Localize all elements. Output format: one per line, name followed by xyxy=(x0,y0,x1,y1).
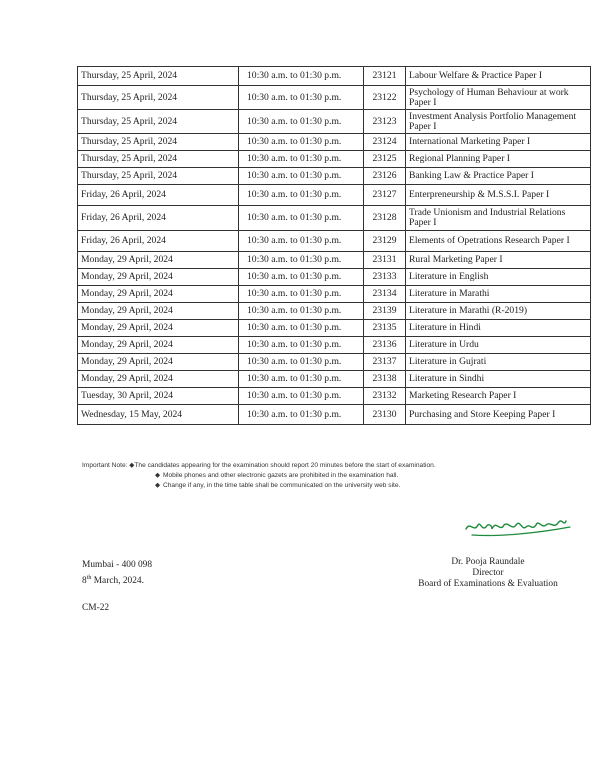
table-row xyxy=(78,206,591,231)
table-row xyxy=(78,168,591,185)
exam-date-cell: Monday, 29 April, 2024 xyxy=(78,371,239,388)
note-label: Important Note: xyxy=(82,462,128,469)
paper-code-cell: 23129 xyxy=(364,231,406,252)
subject-cell: Literature in Urdu xyxy=(406,337,591,354)
subject-cell: Literature in Marathi (R-2019) xyxy=(406,303,591,320)
exam-date-cell: Friday, 26 April, 2024 xyxy=(78,231,239,252)
exam-time-cell: 10:30 a.m. to 01:30 p.m. xyxy=(239,286,364,303)
paper-code-cell: 23122 xyxy=(364,86,406,110)
paper-code-cell: 23132 xyxy=(364,388,406,405)
exam-date-cell: Thursday, 25 April, 2024 xyxy=(78,110,239,134)
exam-time-cell: 10:30 a.m. to 01:30 p.m. xyxy=(239,67,364,86)
exam-date-cell: Friday, 26 April, 2024 xyxy=(78,206,239,231)
exam-time-cell: 10:30 a.m. to 01:30 p.m. xyxy=(239,320,364,337)
exam-time-cell: 10:30 a.m. to 01:30 p.m. xyxy=(239,231,364,252)
paper-code-cell: 23130 xyxy=(364,405,406,425)
table-row xyxy=(78,371,591,388)
signatory-board: Board of Examinations & Evaluation xyxy=(418,579,558,589)
exam-time-cell: 10:30 a.m. to 01:30 p.m. xyxy=(239,168,364,185)
issue-date: 8th March, 2024. xyxy=(82,575,144,587)
exam-date-cell: Monday, 29 April, 2024 xyxy=(78,354,239,371)
bullet-icon: ◆ xyxy=(155,482,161,489)
paper-code-cell: 23127 xyxy=(364,185,406,206)
exam-time-cell: 10:30 a.m. to 01:30 p.m. xyxy=(239,337,364,354)
exam-date-cell: Thursday, 25 April, 2024 xyxy=(78,168,239,185)
table-row xyxy=(78,354,591,371)
exam-time-cell: 10:30 a.m. to 01:30 p.m. xyxy=(239,185,364,206)
table-row xyxy=(78,405,591,425)
exam-time-cell: 10:30 a.m. to 01:30 p.m. xyxy=(239,252,364,269)
timetable-body xyxy=(78,67,591,425)
exam-time-cell: 10:30 a.m. to 01:30 p.m. xyxy=(239,405,364,425)
table-row xyxy=(78,67,591,86)
paper-code-cell: 23121 xyxy=(364,67,406,86)
issue-place-date xyxy=(82,559,152,588)
exam-time-cell: 10:30 a.m. to 01:30 p.m. xyxy=(239,110,364,134)
exam-date-cell: Thursday, 25 April, 2024 xyxy=(78,67,239,86)
exam-date-cell: Monday, 29 April, 2024 xyxy=(78,252,239,269)
table-row xyxy=(78,185,591,206)
subject-cell: Enterpreneurship & M.S.S.I. Paper I xyxy=(406,185,591,206)
exam-time-cell: 10:30 a.m. to 01:30 p.m. xyxy=(239,206,364,231)
paper-code-cell: 23131 xyxy=(364,252,406,269)
exam-time-cell: 10:30 a.m. to 01:30 p.m. xyxy=(239,371,364,388)
exam-date-cell: Monday, 29 April, 2024 xyxy=(78,303,239,320)
exam-date-cell: Monday, 29 April, 2024 xyxy=(78,269,239,286)
exam-time-cell: 10:30 a.m. to 01:30 p.m. xyxy=(239,151,364,168)
exam-date-cell: Wednesday, 15 May, 2024 xyxy=(78,405,239,425)
paper-code-cell: 23134 xyxy=(364,286,406,303)
subject-cell: International Marketing Paper I xyxy=(406,134,591,151)
exam-time-cell: 10:30 a.m. to 01:30 p.m. xyxy=(239,269,364,286)
subject-cell: Investment Analysis Portfolio Management Paper I xyxy=(406,110,591,134)
paper-code-cell: 23123 xyxy=(364,110,406,134)
subject-cell: Psychology of Human Behaviour at work Paper I xyxy=(406,86,591,110)
issue-city: Mumbai - 400 098 xyxy=(82,560,153,570)
exam-date-cell: Thursday, 25 April, 2024 xyxy=(78,134,239,151)
exam-date-cell: Thursday, 25 April, 2024 xyxy=(78,86,239,110)
subject-cell: Marketing Research Paper I xyxy=(406,388,591,405)
exam-date-cell: Monday, 29 April, 2024 xyxy=(78,286,239,303)
paper-code-cell: 23133 xyxy=(364,269,406,286)
exam-date-cell: Monday, 29 April, 2024 xyxy=(78,320,239,337)
table-row xyxy=(78,388,591,405)
subject-cell: Banking Law & Practice Paper I xyxy=(406,168,591,185)
subject-cell: Purchasing and Store Keeping Paper I xyxy=(406,405,591,425)
bullet-icon: ◆ xyxy=(129,462,135,469)
exam-time-cell: 10:30 a.m. to 01:30 p.m. xyxy=(239,354,364,371)
table-row xyxy=(78,286,591,303)
note-items xyxy=(82,461,590,491)
table-row xyxy=(78,151,591,168)
subject-cell: Literature in Gujrati xyxy=(406,354,591,371)
footer-code: CM-22 xyxy=(82,603,110,613)
signatory-title: Director xyxy=(472,568,504,578)
table-row xyxy=(78,231,591,252)
subject-cell: Rural Marketing Paper I xyxy=(406,252,591,269)
subject-cell: Regional Planning Paper I xyxy=(406,151,591,168)
table-row xyxy=(78,134,591,151)
paper-code-cell: 23126 xyxy=(364,168,406,185)
subject-cell: Labour Welfare & Practice Paper I xyxy=(406,67,591,86)
timetable xyxy=(77,66,591,425)
table-row xyxy=(78,320,591,337)
paper-code-cell: 23138 xyxy=(364,371,406,388)
signatory-name: Dr. Pooja Raundale xyxy=(451,557,525,567)
note-item xyxy=(82,481,590,491)
subject-cell: Literature in English xyxy=(406,269,591,286)
subject-cell: Trade Unionism and Industrial Relations Paper I xyxy=(406,206,591,231)
note-text: Mobile phones and other electronic gazets are prohibited in the examination hall. xyxy=(163,472,399,479)
subject-cell: Literature in Marathi xyxy=(406,286,591,303)
paper-code-cell: 23136 xyxy=(364,337,406,354)
table-row xyxy=(78,252,591,269)
signature-image xyxy=(458,503,578,543)
exam-time-cell: 10:30 a.m. to 01:30 p.m. xyxy=(239,86,364,110)
exam-date-cell: Tuesday, 30 April, 2024 xyxy=(78,388,239,405)
paper-code-cell: 23125 xyxy=(364,151,406,168)
table-row xyxy=(78,110,591,134)
exam-time-cell: 10:30 a.m. to 01:30 p.m. xyxy=(239,303,364,320)
exam-date-cell: Friday, 26 April, 2024 xyxy=(78,185,239,206)
table-row xyxy=(78,86,591,110)
note-item xyxy=(82,461,590,471)
table-row xyxy=(78,269,591,286)
paper-code-cell: 23139 xyxy=(364,303,406,320)
exam-time-cell: 10:30 a.m. to 01:30 p.m. xyxy=(239,134,364,151)
note-text: The candidates appearing for the examination should report 20 minutes before the start of examination. xyxy=(134,462,436,469)
subject-cell: Literature in Hindi xyxy=(406,320,591,337)
exam-date-cell: Thursday, 25 April, 2024 xyxy=(78,151,239,168)
exam-date-cell: Monday, 29 April, 2024 xyxy=(78,337,239,354)
table-row xyxy=(78,303,591,320)
exam-time-cell: 10:30 a.m. to 01:30 p.m. xyxy=(239,388,364,405)
signatory-block xyxy=(393,557,583,590)
note-item xyxy=(82,471,590,481)
table-row xyxy=(78,337,591,354)
subject-cell: Elements of Opetrations Research Paper I xyxy=(406,231,591,252)
paper-code-cell: 23135 xyxy=(364,320,406,337)
paper-code-cell: 23137 xyxy=(364,354,406,371)
note-text: Change if any, in the time table shall be communicated on the university web site. xyxy=(163,482,401,489)
subject-cell: Literature in Sindhi xyxy=(406,371,591,388)
paper-code-cell: 23128 xyxy=(364,206,406,231)
bullet-icon: ◆ xyxy=(155,472,161,479)
paper-code-cell: 23124 xyxy=(364,134,406,151)
